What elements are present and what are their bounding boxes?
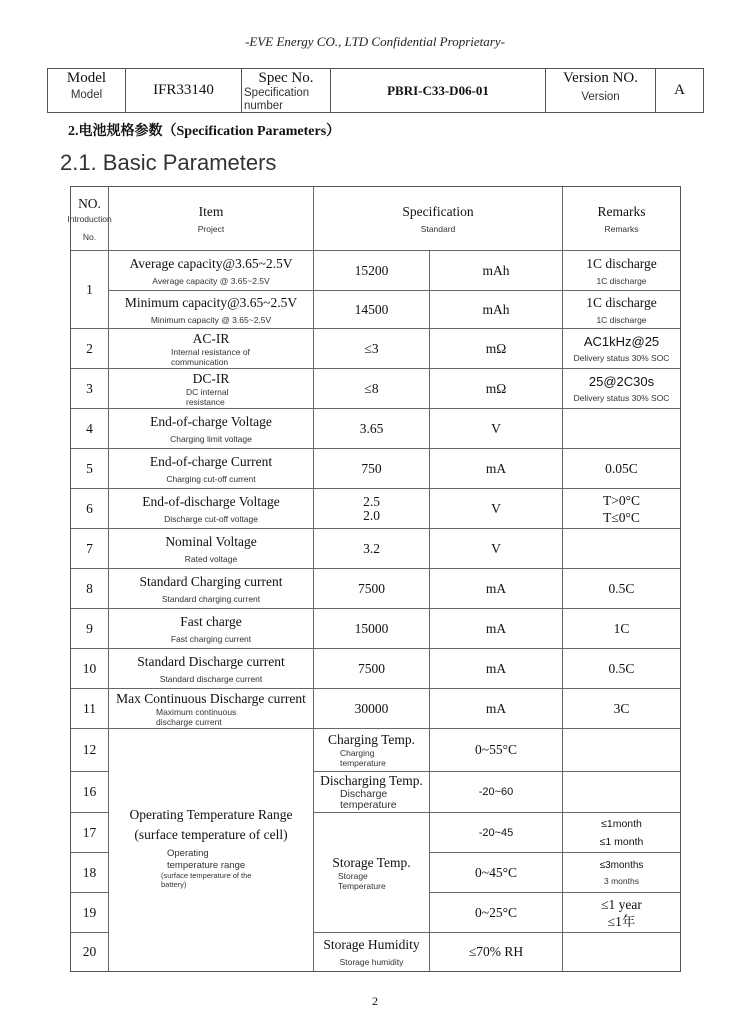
row-remark: 0.5C <box>563 569 680 609</box>
row-no: 3 <box>71 369 109 409</box>
row-no: 7 <box>71 529 109 569</box>
remark-label: AC1kHz@25 <box>583 334 660 349</box>
row-remark: 0.5C <box>563 649 680 689</box>
header-spec-label: Specification <box>402 203 474 219</box>
operating-temp-sub3: (surface temperature of the battery) <box>161 871 252 889</box>
operating-temp-label2: (surface temperature of cell) <box>134 827 288 842</box>
header-spec <box>314 187 563 251</box>
temp-value: 0~45°C <box>430 853 563 893</box>
remark-sub: ≤1年 <box>607 913 636 929</box>
row-unit: mA <box>430 449 563 489</box>
header-spec-sub: Standard <box>420 223 456 234</box>
row-item <box>109 409 314 449</box>
item-sub: Fast charging current <box>170 633 252 644</box>
row-item <box>109 449 314 489</box>
charging-temp-label: Charging Temp. <box>327 732 416 747</box>
header-no-label: NO. <box>78 195 101 211</box>
row-value: 30000 <box>314 689 430 729</box>
row-remark <box>563 369 680 409</box>
version-label-sub: Version <box>581 91 620 103</box>
item-sub: Rated voltage <box>184 553 238 564</box>
row-remark <box>563 529 680 569</box>
remark-sub: Delivery status 30% SOC <box>573 393 670 403</box>
header-no-sub2: No. <box>82 231 97 242</box>
remark-label: ≤1month <box>601 817 642 830</box>
item-sub: Standard charging current <box>161 593 261 604</box>
discharging-temp-label: Discharging Temp. <box>320 773 423 788</box>
row-value: 7500 <box>314 649 430 689</box>
row-no: 11 <box>71 689 109 729</box>
temp-remark <box>563 729 680 772</box>
confidential-header: -EVE Energy CO., LTD Confidential Proprietary- <box>245 34 505 49</box>
storage-humidity-sub: Storage humidity <box>339 957 404 967</box>
subsection-title: 2.1. Basic Parameters <box>60 150 277 175</box>
operating-temp-range-cell <box>109 729 314 971</box>
row-no: 10 <box>71 649 109 689</box>
row-value: 15000 <box>314 609 430 649</box>
value-2: 2.0 <box>363 507 380 523</box>
row-unit: mAh <box>430 291 563 329</box>
model-label-sub: Model <box>70 89 103 101</box>
row-no: 5 <box>71 449 109 489</box>
row-no: 16 <box>71 772 109 813</box>
row-value: ≤8 <box>314 369 430 409</box>
row-remark <box>563 329 680 369</box>
header-no-sub1: Introduction <box>67 213 112 224</box>
row-item <box>109 609 314 649</box>
row-item <box>109 329 314 369</box>
page-number: 2 <box>372 994 378 1008</box>
remark-label: ≤3months <box>599 859 644 871</box>
temp-value: -20~60 <box>430 772 563 813</box>
row-remark: 0.05C <box>563 449 680 489</box>
operating-temp-sub1: Operating <box>167 848 209 859</box>
header-item-sub: Project <box>197 223 225 234</box>
row-item <box>109 529 314 569</box>
header-remarks <box>563 187 680 251</box>
item-sub: Standard discharge current <box>159 673 263 684</box>
row-unit: mA <box>430 649 563 689</box>
document-header-table <box>47 68 704 113</box>
remark-label: T>0°C <box>602 492 640 508</box>
row-unit: mA <box>430 609 563 649</box>
row-no: 8 <box>71 569 109 609</box>
header-remarks-sub: Remarks <box>604 223 639 234</box>
item-label: Fast charge <box>180 613 242 629</box>
item-sub: Average capacity @ 3.65~2.5V <box>152 275 270 286</box>
humidity-remark <box>563 933 680 971</box>
row-no: 17 <box>71 813 109 853</box>
row-unit: mA <box>430 689 563 729</box>
model-label: Model <box>66 70 107 86</box>
spec-label-sub: Specification number <box>244 87 310 112</box>
row-no: 4 <box>71 409 109 449</box>
charging-temp-cell <box>314 729 430 772</box>
row-no: 12 <box>71 729 109 772</box>
item-sub: DC internal resistance <box>186 386 229 407</box>
item-label: DC-IR <box>192 370 230 386</box>
row-value: 15200 <box>314 251 430 291</box>
row-unit: V <box>430 409 563 449</box>
item-label: Nominal Voltage <box>165 533 257 549</box>
item-label: End-of-discharge Voltage <box>142 493 280 509</box>
row-value: 3.65 <box>314 409 430 449</box>
remark-label: 1C discharge <box>586 255 657 271</box>
row-value: 14500 <box>314 291 430 329</box>
row-no: 1 <box>71 251 109 329</box>
row-no: 6 <box>71 489 109 529</box>
charging-temp-sub: Charging temperature <box>340 748 386 768</box>
storage-humidity-cell <box>314 933 430 971</box>
row-item <box>109 489 314 529</box>
temp-remark <box>563 853 680 893</box>
model-value: IFR33140 <box>126 69 242 112</box>
item-label: Minimum capacity@3.65~2.5V <box>124 294 298 310</box>
row-remark <box>563 489 680 529</box>
temp-value: -20~45 <box>430 813 563 853</box>
item-label: Max Continuous Discharge current <box>116 690 306 706</box>
row-value: 7500 <box>314 569 430 609</box>
version-value: A <box>674 82 685 98</box>
row-remark: 1C <box>563 609 680 649</box>
row-item <box>109 369 314 409</box>
value-1: 2.5 <box>363 493 380 509</box>
row-value: ≤3 <box>314 329 430 369</box>
discharging-temp-cell <box>314 772 430 813</box>
row-remark <box>563 291 680 329</box>
remark-sub: 1C discharge <box>596 314 647 325</box>
row-unit: mΩ <box>430 369 563 409</box>
row-unit: V <box>430 529 563 569</box>
row-no: 20 <box>71 933 109 971</box>
item-label: End-of-charge Current <box>149 453 273 469</box>
humidity-value: ≤70% RH <box>430 933 563 971</box>
temp-remark <box>563 813 680 853</box>
item-label: Average capacity@3.65~2.5V <box>129 255 293 271</box>
remark-sub: T≤0°C <box>603 509 640 525</box>
discharging-temp-sub: Discharge temperature <box>340 788 397 811</box>
row-unit: V <box>430 489 563 529</box>
version-label: Version NO. <box>563 70 638 86</box>
item-sub: Internal resistance of communication <box>171 346 250 367</box>
storage-humidity-label: Storage Humidity <box>323 937 420 952</box>
header-remarks-label: Remarks <box>597 203 646 219</box>
item-sub: Maximum continuous discharge current <box>156 706 237 727</box>
row-no: 19 <box>71 893 109 933</box>
item-label: Standard Discharge current <box>137 653 285 669</box>
row-no: 9 <box>71 609 109 649</box>
remark-label: 25@2C30s <box>588 374 655 389</box>
header-item <box>109 187 314 251</box>
temp-value: 0~25°C <box>430 893 563 933</box>
remark-sub: 3 months <box>604 875 639 886</box>
row-value: 3.2 <box>314 529 430 569</box>
item-label: AC-IR <box>192 330 230 346</box>
row-no: 18 <box>71 853 109 893</box>
row-remark <box>563 251 680 291</box>
row-remark <box>563 409 680 449</box>
storage-temp-sub: Storage Temperature <box>338 870 386 891</box>
remark-sub: Delivery status 30% SOC <box>573 353 670 363</box>
item-label: End-of-charge Voltage <box>150 413 272 429</box>
row-unit: mAh <box>430 251 563 291</box>
version-label-cell <box>546 69 656 112</box>
temp-remark <box>563 893 680 933</box>
remark-sub: 1C discharge <box>596 275 647 286</box>
item-sub: Discharge cut-off voltage <box>164 513 258 524</box>
header-no <box>67 187 112 251</box>
row-remark: 3C <box>563 689 680 729</box>
row-item <box>109 569 314 609</box>
remark-sub: ≤1 month <box>599 835 644 848</box>
item-label: Standard Charging current <box>139 573 283 589</box>
operating-temp-sub2: temperature range <box>167 860 246 871</box>
model-label-cell <box>48 69 126 112</box>
item-sub: Charging cut-off current <box>166 473 256 484</box>
storage-temp-label: Storage Temp. <box>332 854 411 870</box>
spec-value: PBRI-C33-D06-01 <box>331 69 546 112</box>
parameters-table <box>67 186 681 972</box>
remark-label: 1C discharge <box>586 294 657 310</box>
row-value: 750 <box>314 449 430 489</box>
row-value <box>314 489 430 529</box>
spec-label: Spec No. <box>258 70 314 86</box>
storage-temp-cell <box>314 813 430 933</box>
row-item <box>109 291 314 329</box>
row-unit: mΩ <box>430 329 563 369</box>
row-item <box>109 251 314 291</box>
row-item <box>109 689 314 729</box>
item-sub: Charging limit voltage <box>170 433 252 444</box>
row-item <box>109 649 314 689</box>
temp-value: 0~55°C <box>430 729 563 772</box>
spec-label-cell <box>242 69 331 112</box>
section-title: 2.电池规格参数（Specification Parameters） <box>68 124 341 139</box>
row-no: 2 <box>71 329 109 369</box>
header-item-label: Item <box>198 203 224 219</box>
item-sub: Minimum capacity @ 3.65~2.5V <box>150 314 272 325</box>
row-unit: mA <box>430 569 563 609</box>
temp-remark <box>563 772 680 813</box>
remark-label: ≤1 year <box>601 896 642 912</box>
operating-temp-label: Operating Temperature Range <box>129 807 293 822</box>
